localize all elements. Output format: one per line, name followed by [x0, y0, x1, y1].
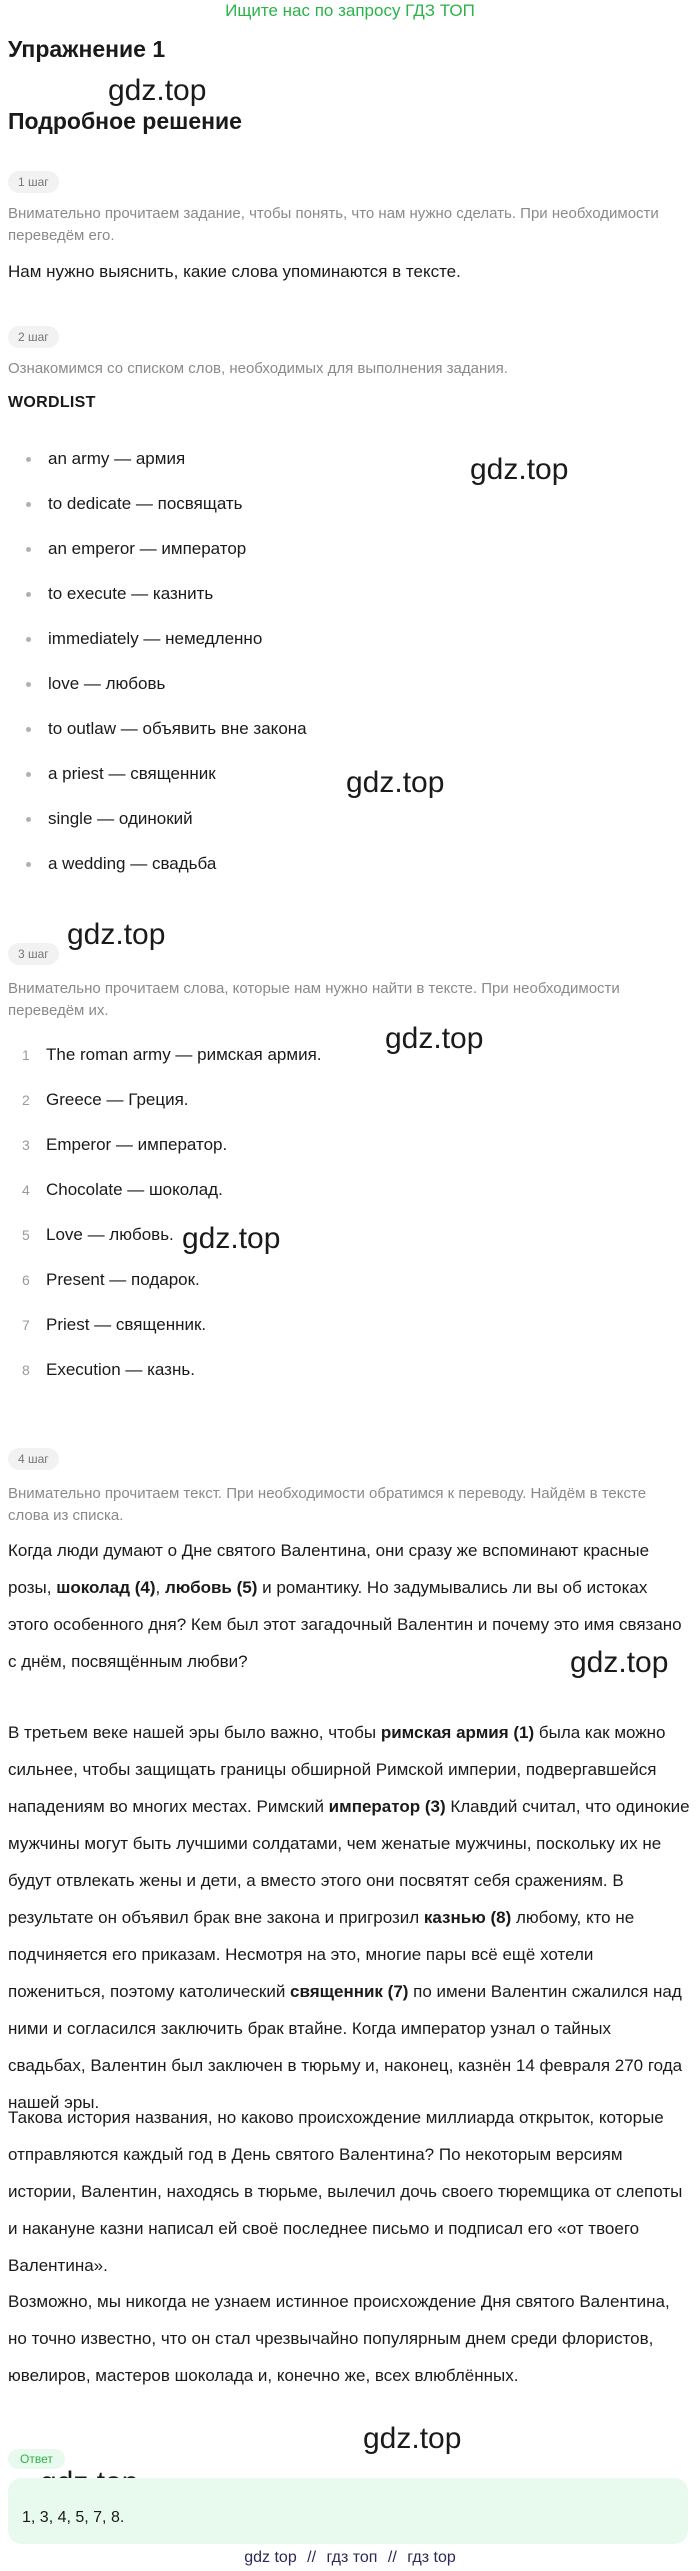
step-description: Внимательно прочитаем слова, которые нам нужно найти в тексте. При необходимости переведём их. — [8, 980, 620, 1019]
step-description: Внимательно прочитаем задание, чтобы понять, что нам нужно сделать. При необходимости переведём его. — [8, 205, 659, 244]
item-text: Present — подарок. — [46, 1270, 200, 1289]
paragraph-text: Клавдий считал, что одинокие мужчины могут быть лучшими солдатами, чем женатые мужчины, поскольку их не будут отвлекать жены и дети, а вместо этого они посвятят себя сражениям. В результате он объявил брак вне закона и пригрозил — [8, 1797, 690, 1927]
item-text: Emperor — император. — [46, 1135, 228, 1154]
step-badge: 4 шаг — [8, 1448, 59, 1470]
paragraph-text: , — [155, 1578, 165, 1597]
list-item: a wedding — свадьба — [20, 854, 307, 899]
list-item: love — любовь — [20, 674, 307, 719]
list-item: an army — армия — [20, 449, 307, 494]
item-number: 4 — [22, 1182, 30, 1198]
step-text: Нам нужно выяснить, какие слова упоминаются в тексте. — [8, 262, 461, 281]
watermark: gdz.top — [570, 1646, 669, 1679]
wordlist — [20, 449, 307, 899]
answer-label: Ответ — [8, 2449, 65, 2469]
watermark: gdz.top — [182, 1222, 281, 1255]
item-number: 5 — [22, 1227, 30, 1243]
item-number: 6 — [22, 1272, 30, 1288]
item-text: The roman army — римская армия. — [46, 1045, 322, 1064]
watermark: gdz.top — [470, 453, 569, 486]
watermark: gdz.top — [108, 74, 207, 107]
footer-separator: // — [387, 2549, 397, 2566]
list-item — [20, 1315, 322, 1360]
list-item — [20, 1225, 322, 1270]
list-item: immediately — немедленно — [20, 629, 307, 674]
wordlist-heading: WORDLIST — [8, 394, 96, 411]
item-text: Chocolate — шоколад. — [46, 1180, 223, 1199]
step-description: Внимательно прочитаем текст. При необходимости обратимся к переводу. Найдём в тексте слова из списка. — [8, 1485, 647, 1524]
highlighted-word: казнью (8) — [423, 1908, 512, 1927]
list-item — [20, 1135, 322, 1180]
step-badge: 1 шаг — [8, 171, 59, 193]
watermark: gdz.top — [67, 918, 166, 951]
footer-link[interactable]: gdz top — [244, 2549, 297, 2566]
paragraph-text: была как можно сильнее, чтобы защищать границы обширной Римской империи, подвергавшейся нападениям во многих местах. Римский — [8, 1723, 666, 1816]
footer-links — [0, 2549, 700, 2567]
list-item — [20, 1360, 322, 1405]
search-banner[interactable]: Ищите нас по запросу ГДЗ ТОП — [225, 1, 475, 20]
item-text: Love — любовь. — [46, 1225, 174, 1244]
paragraph-text: Возможно, мы никогда не узнаем истинное происхождение Дня святого Валентина, но точно известно, что он стал чрезвычайно популярным днем среди флористов, ювелиров, мастеров шоколада и, конечно же, всех влюблённых. — [8, 2292, 670, 2385]
item-number: 8 — [22, 1362, 30, 1378]
footer-link[interactable]: гдз top — [407, 2549, 456, 2566]
list-item — [20, 1045, 322, 1090]
list-item: an emperor — император — [20, 539, 307, 584]
paragraph-text: любому, кто не подчиняется его приказам. Несмотря на это, многие пары всё ещё хотели пожениться, поэтому католический — [8, 1908, 635, 2001]
paragraph-text: В третьем веке нашей эры было важно, чтобы — [8, 1723, 381, 1742]
paragraph-text: Когда люди думают о Дне святого Валентина, они сразу же вспоминают красные розы, — [8, 1541, 650, 1597]
item-number: 1 — [22, 1047, 30, 1063]
list-item — [20, 1090, 322, 1135]
paragraph-text: и романтику. Но задумывались ли вы об истоках этого особенного дня? Кем был этот загадочный Валентин и почему это имя связано с днём, посвящённым любви? — [8, 1578, 682, 1671]
watermark: gdz.top — [363, 2422, 462, 2455]
list-item: a priest — священник — [20, 764, 307, 809]
watermark: gdz.top — [346, 766, 445, 799]
footer-separator: // — [307, 2549, 317, 2566]
item-text: Priest — священник. — [46, 1315, 207, 1334]
item-text: Execution — казнь. — [46, 1360, 195, 1379]
paragraph-text: Такова история названия, но каково происхождение миллиарда открыток, которые отправляются каждый год в День святого Валентина? По некоторым версиям истории, Валентин, находясь в тюрьме, вылечил дочь своего тюремщика от слепоты и накануне казни написал ей своё последнее письмо и подписал его «от твоего Валентина». — [8, 2108, 683, 2275]
step-description: Ознакомимся со списком слов, необходимых для выполнения задания. — [8, 360, 508, 377]
footer-link[interactable]: гдз топ — [326, 2549, 378, 2566]
list-item — [20, 1270, 322, 1315]
word-list-numbered — [20, 1045, 322, 1405]
highlighted-word: священник (7) — [290, 1982, 409, 2001]
solution-title: Подробное решение — [8, 108, 242, 134]
item-text: Greece — Греция. — [46, 1090, 189, 1109]
highlighted-word: император (3) — [328, 1797, 446, 1816]
step-badge: 3 шаг — [8, 943, 59, 965]
highlighted-word: шоколад (4) — [56, 1578, 156, 1597]
highlighted-word: любовь (5) — [164, 1578, 258, 1597]
item-number: 7 — [22, 1317, 30, 1333]
list-item — [20, 1180, 322, 1225]
item-number: 3 — [22, 1137, 30, 1153]
list-item: to execute — казнить — [20, 584, 307, 629]
list-item: to dedicate — посвящать — [20, 494, 307, 539]
exercise-title: Упражнение 1 — [8, 36, 166, 62]
watermark: gdz.top — [385, 1022, 484, 1055]
paragraph-text: по имени Валентин сжалился над ними и согласился заключить брак втайне. Когда император узнал о тайных свадьбах, Валентин был заключен в тюрьму и, наконец, казнён 14 февраля 270 года нашей эры. — [8, 1982, 683, 2112]
paragraph — [8, 1714, 692, 2121]
list-item: to outlaw — объявить вне закона — [20, 719, 307, 764]
list-item: single — одинокий — [20, 809, 307, 854]
answer-text: 1, 3, 4, 5, 7, 8. — [22, 2509, 125, 2526]
step-badge: 2 шаг — [8, 326, 59, 348]
paragraph — [8, 2283, 692, 2394]
paragraph — [8, 1532, 692, 1680]
paragraph — [8, 2099, 692, 2284]
highlighted-word: римская армия (1) — [380, 1723, 535, 1742]
item-number: 2 — [22, 1092, 30, 1108]
